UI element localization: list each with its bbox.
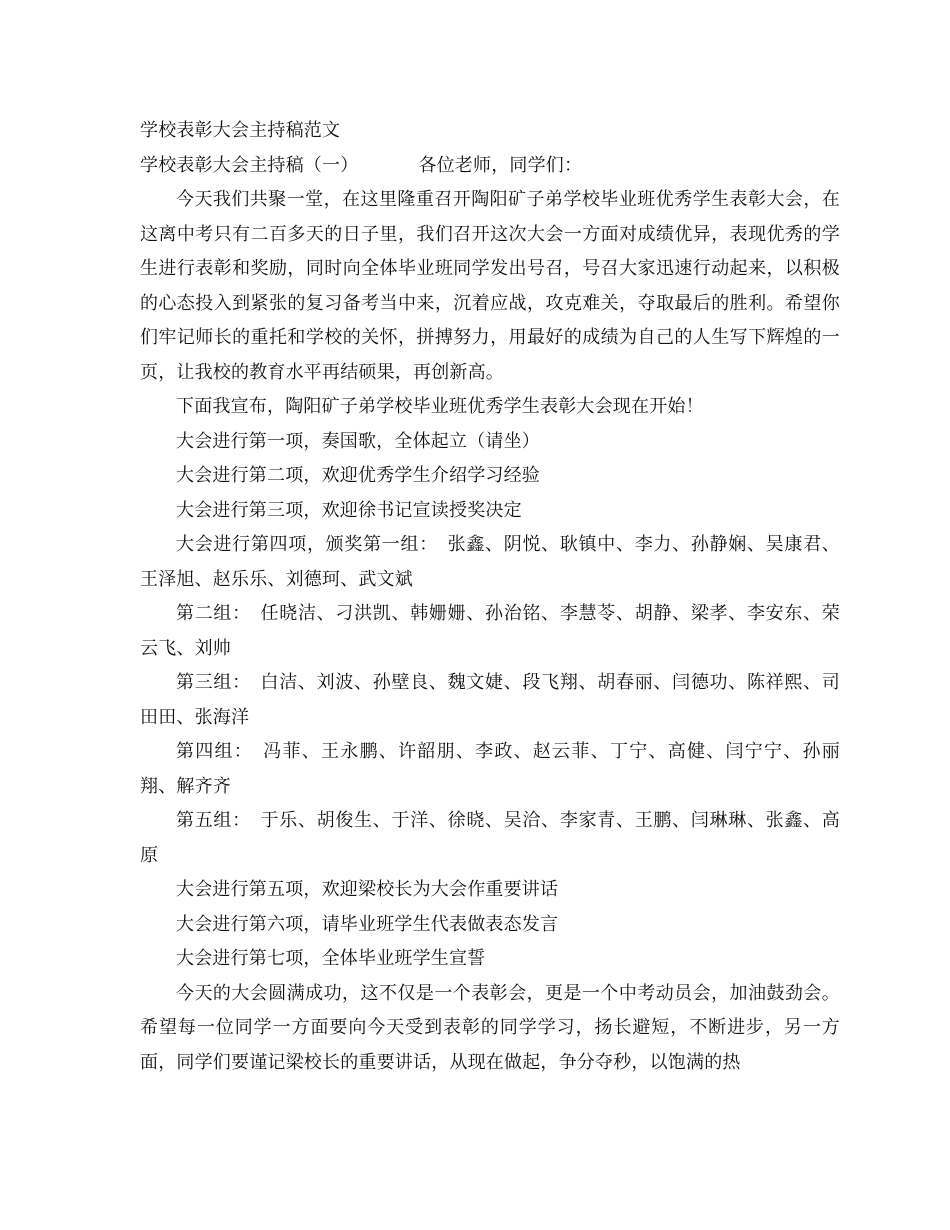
award-group-4: 第四组： 冯菲、王永鹏、许韶朋、李政、赵云菲、丁宁、高健、闫宁宁、孙丽翔、解齐齐 — [140, 741, 840, 797]
award-group-5: 第五组： 于乐、胡俊生、于洋、徐晓、吴洽、李家青、王鹏、闫琳琳、张鑫、高原 — [140, 810, 840, 866]
agenda-item-1: 大会进行第一项，奏国歌，全体起立（请坐） — [176, 430, 540, 452]
document-subtitle-line — [140, 149, 840, 184]
agenda-item-5: 大会进行第五项，欢迎梁校长为大会作重要讲话 — [176, 879, 559, 900]
award-group-3: 第三组： 白洁、刘波、孙壁良、魏文婕、段飞翔、胡春丽、闫德功、陈祥熙、司田田、张海洋 — [140, 672, 840, 728]
agenda-item-4-group-1: 大会进行第四项，颁奖第一组： 张鑫、阴悦、耿镇中、李力、孙静娴、吴康君、王泽旭、赵乐乐、刘德珂、武文斌 — [140, 534, 840, 590]
document-subtitle: 学校表彰大会主持稿（一） — [140, 154, 359, 176]
greeting: 各位老师，同学们： — [418, 154, 583, 176]
agenda-item-6: 大会进行第六项，请毕业班学生代表做表态发言 — [176, 913, 559, 935]
paragraph-intro: 今天我们共聚一堂，在这里隆重召开陶阳矿子弟学校毕业班优秀学生表彰大会，在这离中考只有二百多天的日子里，我们召开这次大会一方面对成绩优异，表现优秀的学生进行表彰和奖励，同时向全体毕业班同学发出号召，号召大家迅速行动起来，以积极的心态投入到紧张的复习备考当中来，沉着应战，攻克难关，夺取最后的胜利。希望你们牢记师长的重托和学校的关怀，拼搏努力，用最好的成绩为自己的人生写下辉煌的一页，让我校的教育水平再结硕果，再创新高。 — [140, 189, 840, 383]
agenda-item-7: 大会进行第七项，全体毕业班学生宣誓 — [176, 948, 486, 969]
paragraph-closing: 今天的大会圆满成功，这不仅是一个表彰会，更是一个中考动员会，加油鼓劲会。希望每一位同学一方面要向今天受到表彰的同学学习，扬长避短，不断进步，另一方面，同学们要谨记梁校长的重要讲话，从现在做起，争分夺秒，以饱满的热 — [140, 982, 840, 1073]
award-group-2: 第二组： 任晓洁、刁洪凯、韩姗姗、孙治铭、李慧苓、胡静、梁孝、李安东、荣云飞、刘帅 — [140, 603, 840, 659]
paragraph-announce: 下面我宣布，陶阳矿子弟学校毕业班优秀学生表彰大会现在开始！ — [176, 396, 704, 417]
document-title: 学校表彰大会主持稿范文 — [140, 120, 341, 141]
document-body — [140, 114, 840, 1080]
agenda-item-2: 大会进行第二项，欢迎优秀学生介绍学习经验 — [176, 465, 540, 486]
agenda-item-3: 大会进行第三项，欢迎徐书记宣读授奖决定 — [176, 499, 522, 521]
